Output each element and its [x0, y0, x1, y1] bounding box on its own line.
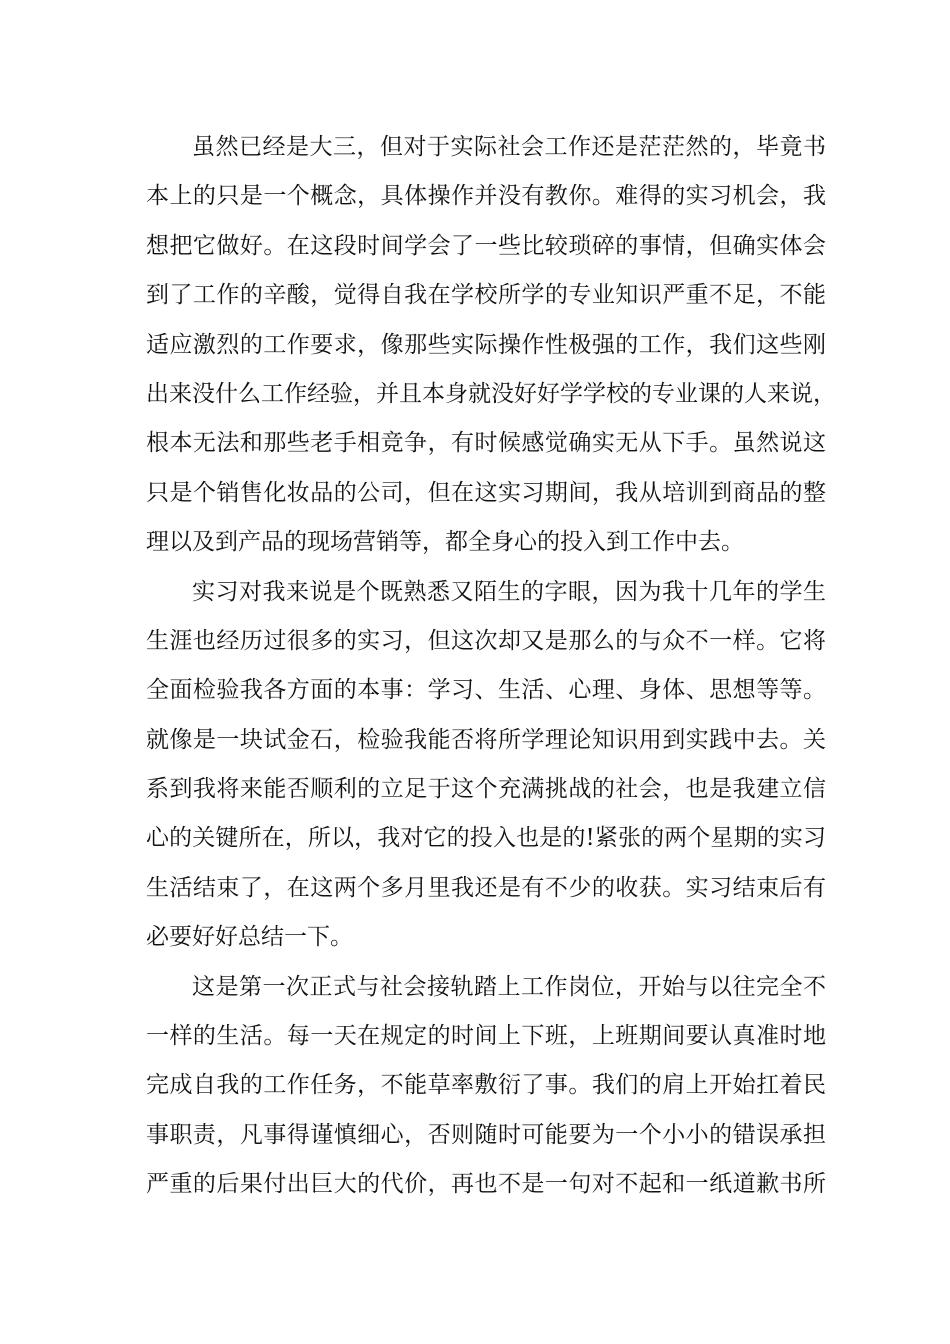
text-line: 虽然已经是大三，但对于实际社会工作还是茫茫然的，毕竟书: [192, 134, 826, 160]
text-line: 全面检验我各方面的本事：学习、生活、心理、身体、思想等等。: [146, 677, 826, 704]
text-line: 理以及到产品的现场营销等，都全身心的投入到工作中去。: [146, 529, 744, 556]
text-line: 生涯也经历过很多的实习，但这次却又是那么的与众不一样。它将: [146, 627, 826, 654]
text-line: 必要好好总结一下。: [146, 924, 353, 951]
paragraph-2: [146, 568, 826, 963]
text-line: 出来没什么工作经验，并且本身就没好好学学校的专业课的人来说，: [146, 380, 836, 407]
text-line: 适应激烈的工作要求，像那些实际操作性极强的工作，我们这些刚: [146, 331, 826, 358]
paragraph-1: [146, 123, 836, 568]
text-line: 只是个销售化妆品的公司，但在这实习期间，我从培训到商品的整: [146, 479, 826, 506]
text-line: 就像是一块试金石，检验我能否将所学理论知识用到实践中去。关: [146, 726, 826, 753]
text-line: 系到我将来能否顺利的立足于这个充满挑战的社会，也是我建立信: [146, 776, 826, 803]
text-line: 生活结束了，在这两个多月里我还是有不少的收获。实习结束后有: [146, 874, 826, 901]
document-body: [146, 123, 836, 1210]
text-line: 本上的只是一个概念，具体操作并没有教你。难得的实习机会，我: [146, 183, 826, 210]
text-line: 想把它做好。在这段时间学会了一些比较琐碎的事情，但确实体会: [146, 232, 826, 259]
text-line: 根本无法和那些老手相竞争，有时候感觉确实无从下手。虽然说这: [146, 430, 826, 457]
text-line: 一样的生活。每一天在规定的时间上下班，上班期间要认真准时地: [146, 1023, 826, 1050]
text-line: 这是第一次正式与社会接轨踏上工作岗位，开始与以往完全不: [192, 973, 826, 1000]
text-line: 严重的后果付出巨大的代价，再也不是一句对不起和一纸道歉书所: [146, 1171, 826, 1198]
text-line: 完成自我的工作任务，不能草率敷衍了事。我们的肩上开始扛着民: [146, 1072, 826, 1099]
paragraph-3: [146, 963, 826, 1210]
text-line: 到了工作的辛酸，觉得自我在学校所学的专业知识严重不足，不能: [146, 282, 826, 309]
text-line: 事职责，凡事得谨慎细心，否则随时可能要为一个小小的错误承担: [146, 1121, 826, 1148]
text-line: 实习对我来说是个既熟悉又陌生的字眼，因为我十几年的学生: [192, 578, 826, 605]
text-line: 心的关键所在，所以，我对它的投入也是的!紧张的两个星期的实习: [146, 825, 826, 852]
